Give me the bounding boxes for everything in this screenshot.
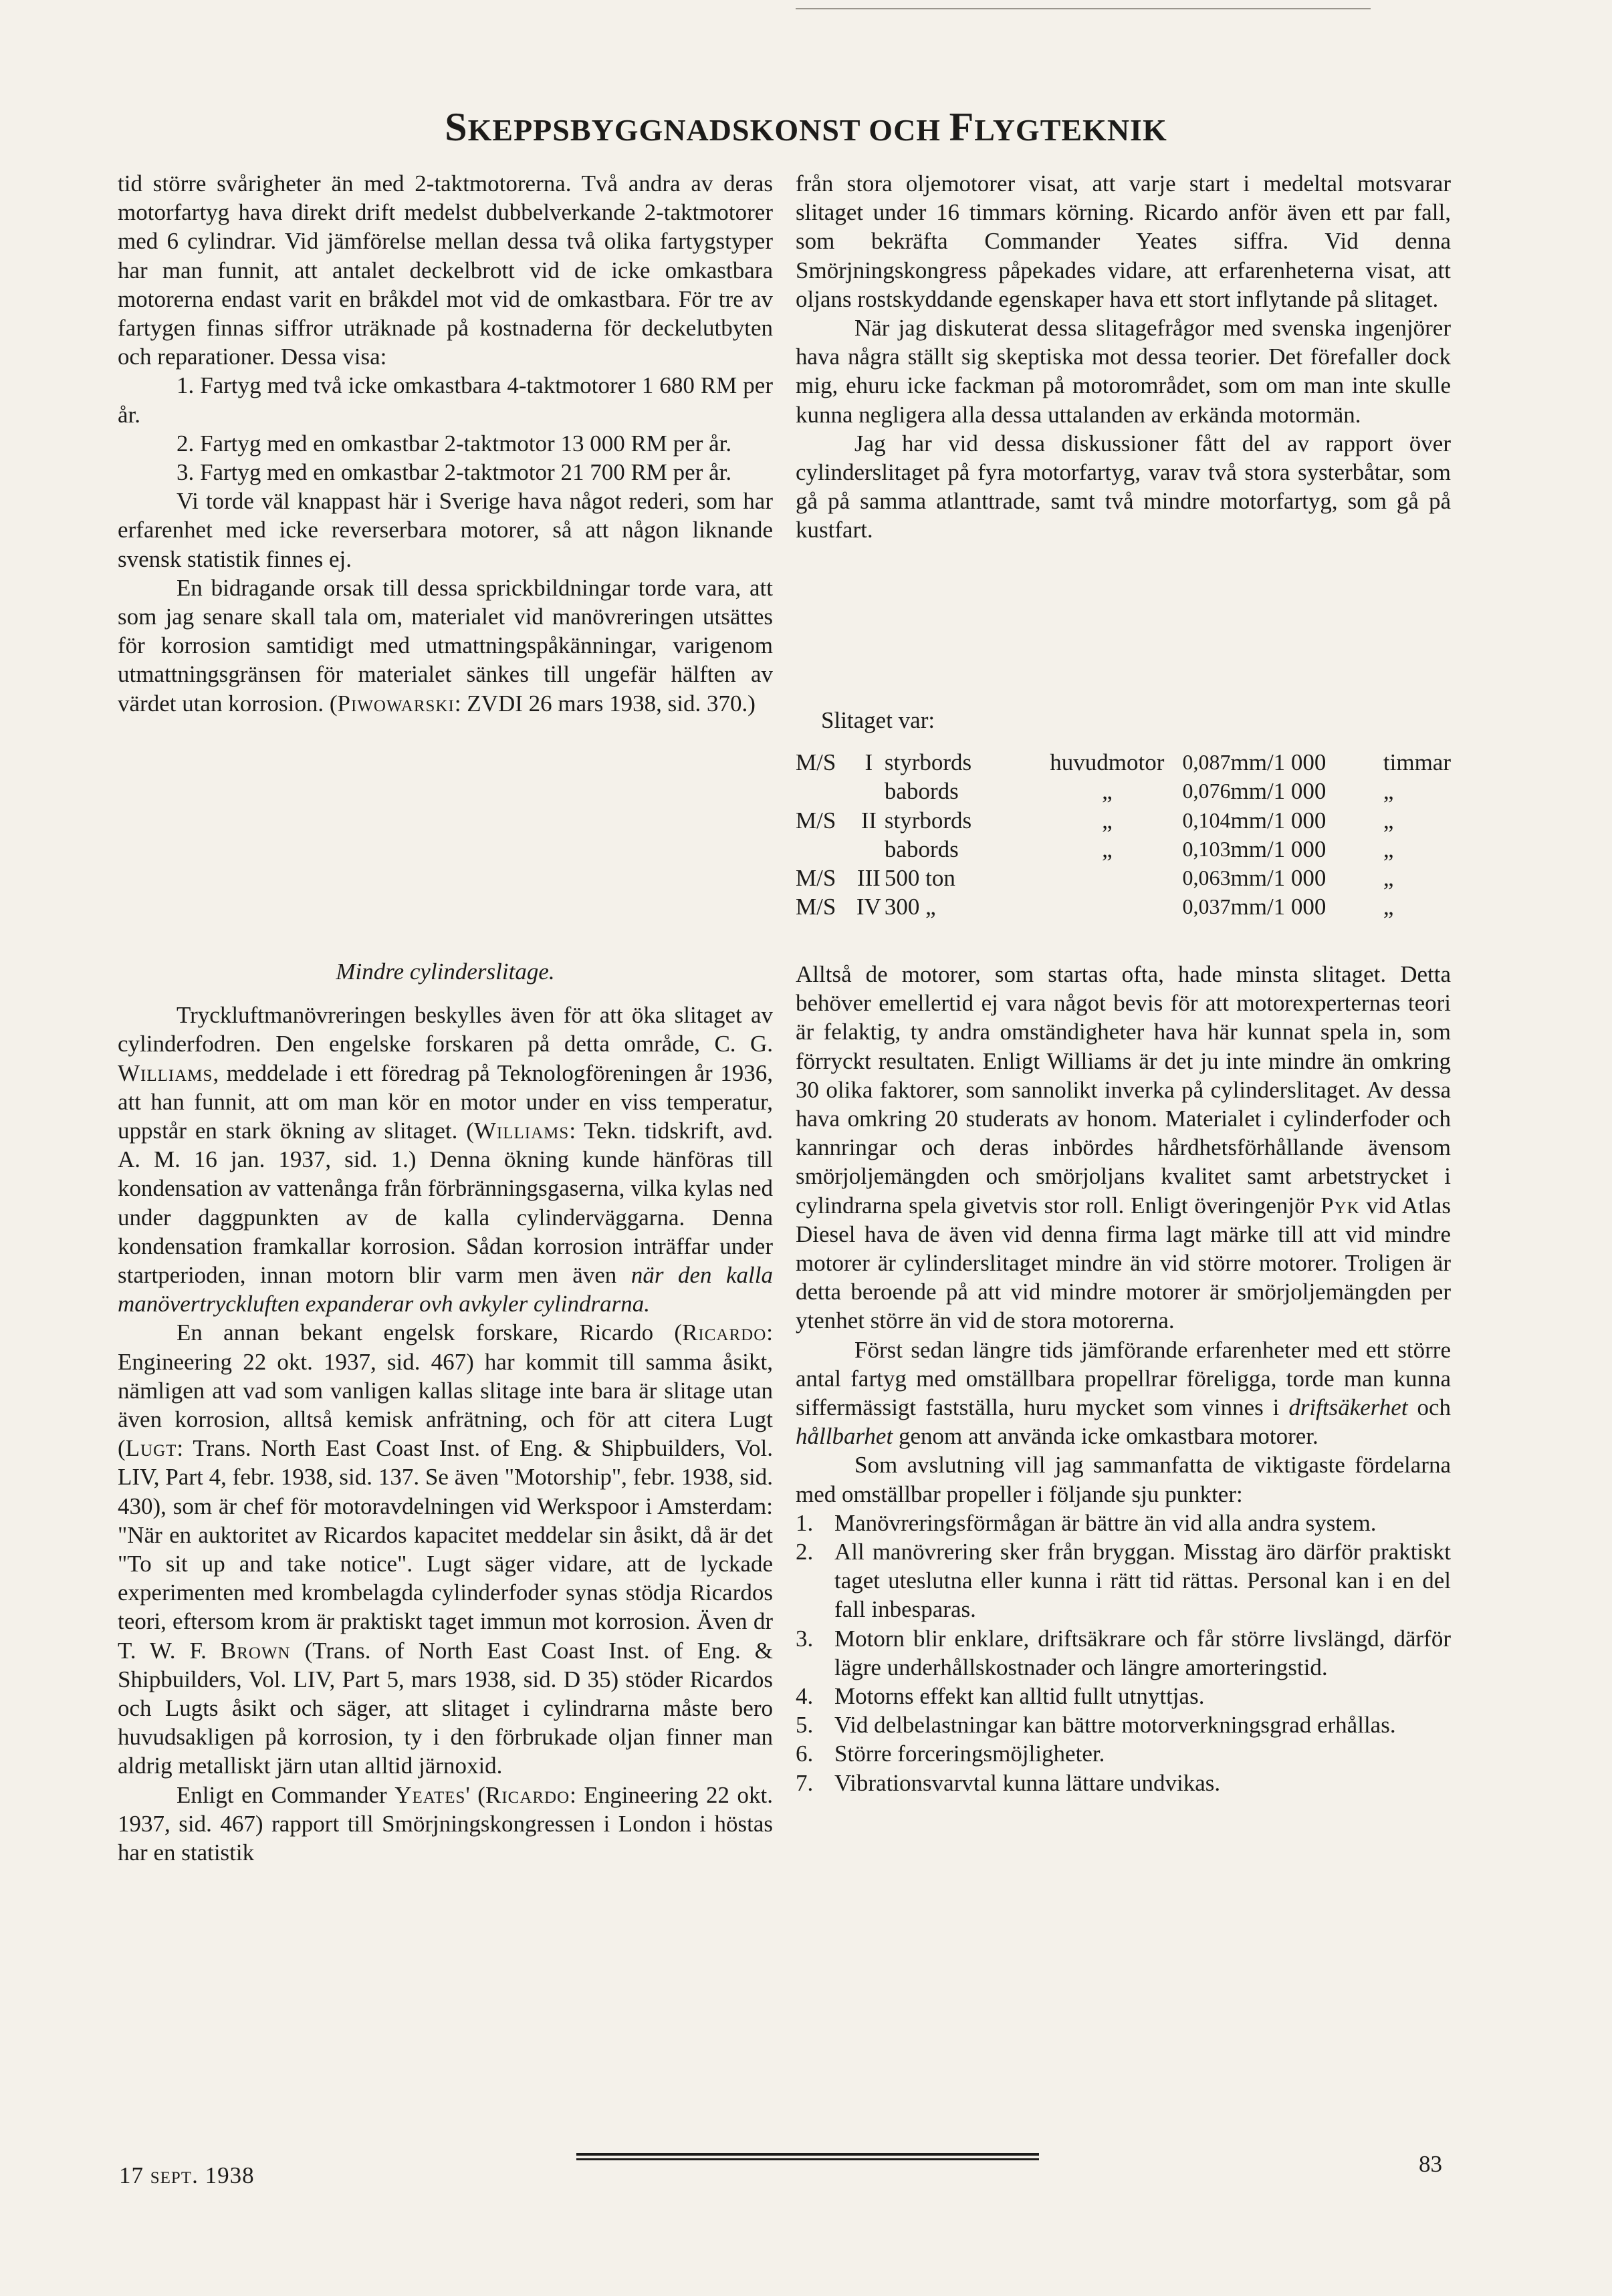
wear-value: 0,087 [1182,750,1231,775]
wear-tail: „ [1383,836,1394,862]
list-item [796,1682,1451,1710]
list-number: 7. [796,1769,814,1796]
list-item [796,1710,1451,1739]
paragraph: När jag diskuterat dessa slitagefrågor med svenska ingenjörer hava några ställt sig skeptiska mot dessa teorier. Det förefaller dock mig, ehuru icke fackman på motorområdet, som om man inte skulle kunna negligera alla dessa uttalanden av erkända motormän. [796,315,1451,428]
wear-unit: mm/1 000 [1230,865,1327,892]
list-number: 1. [796,1509,814,1536]
ship-prefix: M/S [796,894,836,920]
motor-type: „ [1102,807,1113,834]
left-column-lower [118,957,773,1867]
list-item [796,1769,1451,1797]
list-text: Manövreringsförmågan är bättre än vid alla andra system. [834,1509,1377,1536]
motor-type: „ [1102,836,1113,862]
paragraph: Vi torde väl knappast här i Sverige hava något rederi, som har erfarenhet med icke reverserbara motorer, så att någon liknande svensk statistik finnes ej. [118,488,773,572]
table-row [796,777,1451,805]
list-text: Motorns effekt kan alltid fullt utnyttjas. [834,1683,1205,1710]
paragraph: Alltså de motorer, som startas ofta, hade minsta slitaget. Detta behöver emellertid ej vara något bevis för att motorexperternas teori är felaktig, ty andra omständigheter hava här kunnat spela in, som förryckt resultaten. Enligt Williams är det ju inte mindre än omkring 30 olika faktorer, som sannolikt inverka på cylinderslitaget. Av dessa hava omkring 20 studerats av honom. Materialet i cylinderfoder och kannringar och deras inbördes hårdhetsförhållande ävensom smörjoljemängden och smörjoljans kvalitet samt arbetstrycket i cylindrarna spela givetvis stor roll. Enligt överingenjör Pyk vid Atlas Diesel hava de även vid denna firma lagt märke till att vid mindre motorer är cylinderslitaget mindre än vid större motorer. Troligen är detta beroende på att vid mindre motorer är smörjoljemängden per ytenhet större än vid de stora motorerna. [796,961,1451,1334]
wear-unit: mm/1 000 [1230,894,1327,920]
list-item [796,1739,1451,1768]
list-number: 2. [796,1539,814,1565]
right-column [796,169,1451,545]
motor-type: „ [1102,778,1113,805]
list-item: 1. Fartyg med två icke omkastbara 4-taktmotorer 1 680 RM per år. [118,372,773,428]
list-text: Vid delbelastningar kan bättre motorverkningsgrad erhållas. [834,1712,1396,1739]
wear-value: 0,076 [1182,779,1231,803]
wear-tail: „ [1383,865,1394,892]
motor-type [1039,864,1175,892]
page-number: 83 [1419,2151,1442,2177]
motor-position: 500 ton [884,865,955,892]
right-column-lower [796,960,1451,1797]
motor-position: babords [884,836,959,862]
wear-unit: mm/1 000 [1230,807,1327,834]
slitage-table-block [796,706,1451,921]
paragraph: Jag har vid dessa diskussioner fått del av rapport över cylinderslitaget på fyra motorfartyg, varav två stora systerbåtar, som gå på samma atlanttrade, samt två mindre motorfartyg, som gå på kustfart. [796,430,1451,543]
list-item: 3. Fartyg med en omkastbar 2-taktmotor 21 700 RM per år. [177,459,732,486]
motor-position: styrbords [884,807,972,834]
ship-prefix: M/S [796,865,836,892]
paragraph: En annan bekant engelsk forskare, Ricardo (Ricardo: Engineering 22 okt. 1937, sid. 467) har kommit till samma åsikt, nämligen att vad som vanligen kallas slitage inte bara är slitage utan även korrosion, alltså kemisk anfrätning, och för att citera Lugt (Lugt: Trans. North East Coast Inst. of Eng. & Shipbuilders, Vol. LIV, Part 4, febr. 1938, sid. 137. Se även "Motorship", febr. 1938, sid. 430), som är chef för motoravdelningen vid Werkspoor i Amsterdam: "När en auktoritet av Ricardos kapacitet meddelar sin åsikt, då är det "To sit up and take notice". Lugt säger vidare, att de lyckade experimenten med krombelagda cylinderfoder synas stödja Ricardos teori, eftersom krom är praktiskt taget immun mot korrosion. Även dr T. W. F. Brown (Trans. of North East Coast Inst. of Eng. & Shipbuilders, Vol. LIV, Part 5, mars 1938, sid. D 35) stöder Ricardos och Lugts åsikt och säger, att slitaget i cylindrarna måste bero huvudsakligen på korrosion, ty i den förbrukade oljan finner man aldrig metalliskt järn utan alltid järnoxid. [118,1319,773,1779]
list-number: 6. [796,1741,814,1767]
top-rule [796,8,1371,9]
table-row [796,835,1451,864]
list-number: 5. [796,1712,814,1739]
wear-tail: „ [1383,894,1394,920]
ship-number: IV [856,894,881,920]
footer-date: 17 sept. 1938 [119,2162,255,2188]
ship-number: II [860,807,877,834]
slitage-table [796,748,1451,921]
wear-value: 0,037 [1182,894,1231,919]
wear-unit: mm/1 000 [1230,749,1327,776]
motor-type: huvudmotor [1050,749,1165,776]
ship-prefix: M/S [796,749,836,776]
ship-number [853,835,885,864]
footer-rule [576,2153,1039,2160]
ship-prefix [796,777,853,805]
wear-tail: „ [1383,807,1394,834]
ship-prefix: M/S [796,807,836,834]
table-row [796,806,1451,835]
ship-number: III [856,865,881,892]
table-row [796,748,1451,777]
wear-unit: mm/1 000 [1230,778,1327,805]
table-row [796,892,1451,921]
ship-number [853,777,885,805]
list-item [796,1509,1451,1537]
section-heading: Mindre cylinderslitage. [336,959,555,985]
list-number: 4. [796,1683,814,1710]
table-row [796,864,1451,892]
list-item [796,1624,1451,1682]
ship-prefix [796,835,853,864]
wear-tail: „ [1383,778,1394,805]
list-number: 3. [796,1625,814,1652]
list-text: Vibrationsvarvtal kunna lättare undvikas. [834,1769,1221,1796]
wear-value: 0,063 [1182,866,1231,890]
paragraph: Som avslutning vill jag sammanfatta de viktigaste fördelarna med omställbar propeller i följande sju punkter: [796,1452,1451,1507]
motor-position: styrbords [884,749,972,776]
points-list [796,1509,1451,1797]
paragraph: från stora oljemotorer visat, att varje start i medeltal motsvarar slitaget under 16 timmars körning. Ricardo anför även ett par fall, som bekräfta Commander Yeates siffra. Vid denna Smörjningskongress påpekades vidare, att erfarenheterna visat, att oljans rostskyddande egenskaper hava ett stort inflytande på slitaget. [796,170,1451,312]
wear-value: 0,103 [1182,836,1231,861]
paragraph: Först sedan längre tids jämförande erfarenheter med ett större antal fartyg med omställbara propellrar föreligga, torde man kunna siffermässigt fastställa, huru mycket som vinnes i driftsäkerhet och hållbarhet genom att använda icke omkastbara motorer. [796,1336,1451,1450]
motor-type [1039,892,1175,921]
paragraph: tid större svårigheter än med 2-taktmotorerna. Två andra av deras motorfartyg hava direkt drift medelst dubbelverkande 2-taktmotorer med 6 cylindrar. Vid jämförelse mellan dessa två olika fartygstyper har man funnit, att antalet deckelbrott vid de icke omkastbara motorerna endast varit en bråkdel mot vid de omkastbara. För tre av fartygen finnas siffror uträknade på kostnaderna för deckelutbyten och reparationer. Dessa visa: [118,170,773,370]
table-intro: Slitaget var: [821,707,935,733]
list-text: All manövrering sker från bryggan. Misstag äro därför praktiskt taget uteslutna eller kunna i rätt tid rättas. Personal kan i en del fall inbesparas. [834,1539,1451,1623]
wear-unit: mm/1 000 [1230,836,1327,862]
paragraph: Enligt en Commander Yeates' (Ricardo: Engineering 22 okt. 1937, sid. 467) rapport till Smörjningskongressen i London i höstas har en statistik [118,1781,773,1866]
left-column [118,169,773,718]
wear-tail: timmar [1383,749,1451,776]
wear-value: 0,104 [1182,807,1231,832]
paragraph: Tryckluftmanövreringen beskylles även för att öka slitaget av cylinderfodren. Den engelske forskaren på detta område, C. G. Williams, meddelade i ett föredrag på Teknologföreningen år 1936, att han funnit, att om man kör en motor under en viss temperatur, uppstår en stark ökning av slitaget. (Williams: Tekn. tidskrift, avd. A. M. 16 jan. 1937, sid. 1.) Denna ökning kunde hänföras till kondensation av vattenånga från förbränningsgaserna, vilka kylas ned under daggpunkten av de kalla cylinderväggarna. Denna kondensation framkallar korrosion. Sådan korrosion inträffar under startperioden, innan motorn blir varm men även när den kalla manövertryckluften expanderar ovh avkyler cylindrarna. [118,1002,773,1317]
list-item [796,1537,1451,1624]
paragraph: En bidragande orsak till dessa sprickbildningar torde vara, att som jag senare skall tala om, materialet vid manövreringen utsättes för korrosion samtidigt med utmattningspåkänningar, varigenom utmattningsgränsen för materialet sänkes till ungefär hälften av värdet utan korrosion. (Piwowarski: ZVDI 26 mars 1938, sid. 370.) [118,574,773,717]
list-item: 2. Fartyg med en omkastbar 2-taktmotor 13 000 RM per år. [177,430,732,457]
list-text: Större forceringsmöjligheter. [834,1741,1105,1767]
motor-position: babords [884,778,959,805]
ship-number: I [865,749,873,776]
list-text: Motorn blir enklare, driftsäkrare och får större livslängd, därför lägre underhållskostnader och längre amorteringstid. [834,1625,1451,1680]
running-header: SKEPPSBYGGNADSKONST OCH FLYGTEKNIK [445,105,1167,149]
motor-position: 300 „ [884,894,936,920]
